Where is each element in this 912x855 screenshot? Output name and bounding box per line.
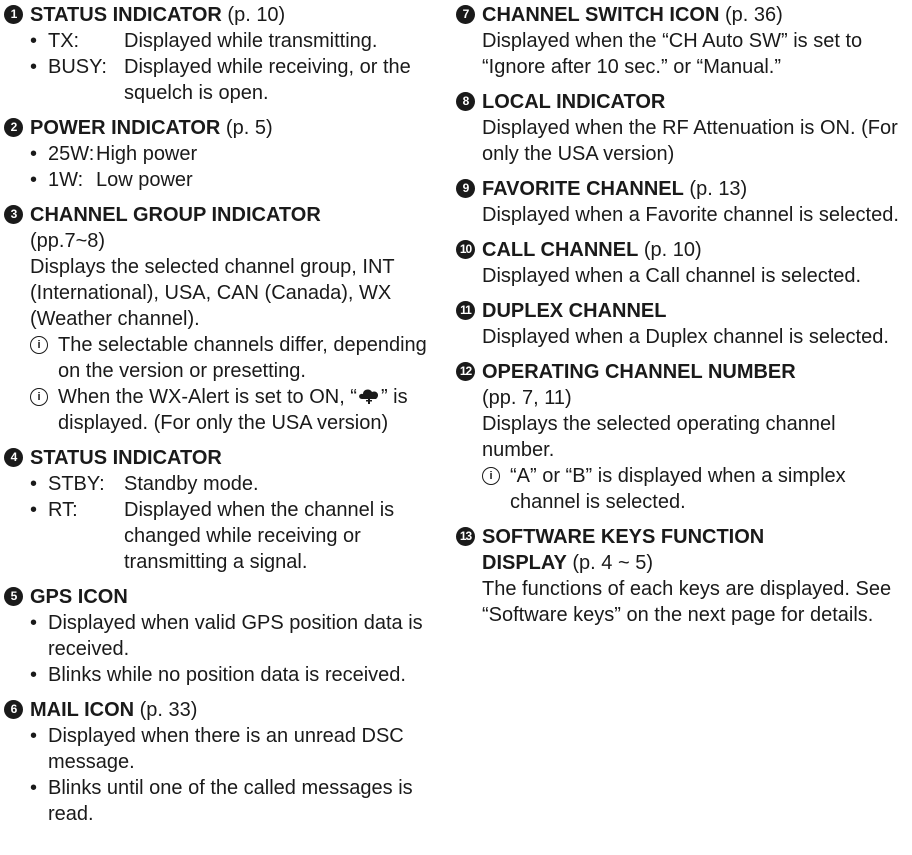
- item-number-badge: 2: [4, 118, 23, 137]
- page-ref: (pp.7~8): [30, 230, 106, 252]
- item-title: OPERATING CHANNEL NUMBER: [482, 361, 796, 383]
- right-column: [456, 2, 908, 637]
- item-number-badge: 9: [456, 179, 475, 198]
- item-title: CHANNEL SWITCH ICON: [482, 4, 720, 26]
- item-number-badge: 10: [456, 240, 475, 259]
- list-item: • STBY: Standby mode.: [30, 473, 259, 495]
- item-description: Displayed when the RF Attenuation is ON. (For only the USA version): [482, 117, 898, 165]
- item-channel-switch-icon: [456, 2, 908, 80]
- item-number-badge: 13: [456, 527, 475, 546]
- left-column: [4, 2, 444, 836]
- item-local-indicator: [456, 89, 908, 167]
- list-item: • TX: Displayed while transmitting.: [30, 30, 378, 52]
- item-number-badge: 7: [456, 5, 475, 24]
- note: i When the WX-Alert is set to ON, “ ” is displayed. (For only the USA version): [30, 384, 444, 436]
- item-number-badge: 12: [456, 362, 475, 381]
- page-ref: (p. 13): [683, 178, 748, 200]
- list-item: • 1W: Low power: [30, 169, 193, 191]
- item-title: SOFTWARE KEYS FUNCTION: [482, 526, 765, 548]
- page-ref: (p. 4 ~ 5): [566, 552, 653, 574]
- item-title: CHANNEL GROUP INDICATOR: [30, 204, 321, 226]
- item-call-channel: [456, 237, 908, 289]
- item-description: Displays the selected operating channel number.: [482, 413, 836, 461]
- item-favorite-channel: [456, 176, 908, 228]
- item-channel-group-indicator: [4, 202, 444, 436]
- item-number-badge: 5: [4, 587, 23, 606]
- item-status-indicator-4: [4, 445, 444, 575]
- list-item: • Displayed when valid GPS position data is received.: [30, 612, 423, 660]
- item-operating-channel-number: [456, 359, 908, 515]
- item-title: STATUS INDICATOR: [30, 447, 222, 469]
- item-gps-icon: [4, 584, 444, 688]
- item-title-continued: DISPLAY: [482, 552, 567, 574]
- list-item: • RT: Displayed when the channel is changed while receiving or transmitting a signal.: [30, 499, 395, 573]
- item-title: CALL CHANNEL: [482, 239, 639, 261]
- item-title: GPS ICON: [30, 586, 128, 608]
- item-title: STATUS INDICATOR: [30, 4, 222, 26]
- list-item: • 25W: High power: [30, 143, 198, 165]
- item-description: Displayed when a Duplex channel is selected.: [482, 326, 889, 348]
- item-software-keys-function-display: [456, 524, 908, 628]
- item-duplex-channel: [456, 298, 908, 350]
- item-description: Displayed when a Call channel is selected.: [482, 265, 862, 287]
- page-ref: (p. 10): [638, 239, 702, 261]
- list-item: • Blinks until one of the called messages is read.: [30, 777, 413, 825]
- item-number-badge: 11: [456, 301, 475, 320]
- list-item: • BUSY: Displayed while receiving, or the squelch is open.: [30, 56, 411, 104]
- item-description: The functions of each keys are displayed. See “Software keys” on the next page for details.: [482, 578, 892, 626]
- weather-alert-icon: [357, 387, 381, 405]
- item-status-indicator-1: [4, 2, 444, 106]
- item-number-badge: 8: [456, 92, 475, 111]
- page-ref: (p. 5): [220, 117, 273, 139]
- note: i “A” or “B” is displayed when a simplex channel is selected.: [482, 463, 908, 515]
- item-number-badge: 1: [4, 5, 23, 24]
- item-title: DUPLEX CHANNEL: [482, 300, 667, 322]
- list-item: • Displayed when there is an unread DSC message.: [30, 725, 404, 773]
- item-title: FAVORITE CHANNEL: [482, 178, 684, 200]
- item-title: POWER INDICATOR: [30, 117, 221, 139]
- item-description: Displays the selected channel group, INT (International), USA, CAN (Canada), WX (Weather channel).: [30, 256, 395, 330]
- item-number-badge: 6: [4, 700, 23, 719]
- page-ref: (p. 36): [719, 4, 783, 26]
- page-ref: (p. 10): [221, 4, 286, 26]
- info-icon: i: [30, 388, 48, 406]
- item-title: MAIL ICON: [30, 699, 135, 721]
- info-icon: i: [30, 336, 48, 354]
- list-item: • Blinks while no position data is received.: [30, 664, 406, 686]
- item-power-indicator: [4, 115, 444, 193]
- page-ref: (pp. 7, 11): [482, 387, 572, 409]
- info-icon: i: [482, 467, 500, 485]
- item-description: Displayed when a Favorite channel is selected.: [482, 204, 899, 226]
- item-number-badge: 3: [4, 205, 23, 224]
- item-title: LOCAL INDICATOR: [482, 91, 666, 113]
- item-description: Displayed when the “CH Auto SW” is set to “Ignore after 10 sec.” or “Manual.”: [482, 30, 863, 78]
- page-ref: (p. 33): [134, 699, 198, 721]
- item-mail-icon: [4, 697, 444, 827]
- item-number-badge: 4: [4, 448, 23, 467]
- note: i The selectable channels differ, depending on the version or presetting.: [30, 332, 444, 384]
